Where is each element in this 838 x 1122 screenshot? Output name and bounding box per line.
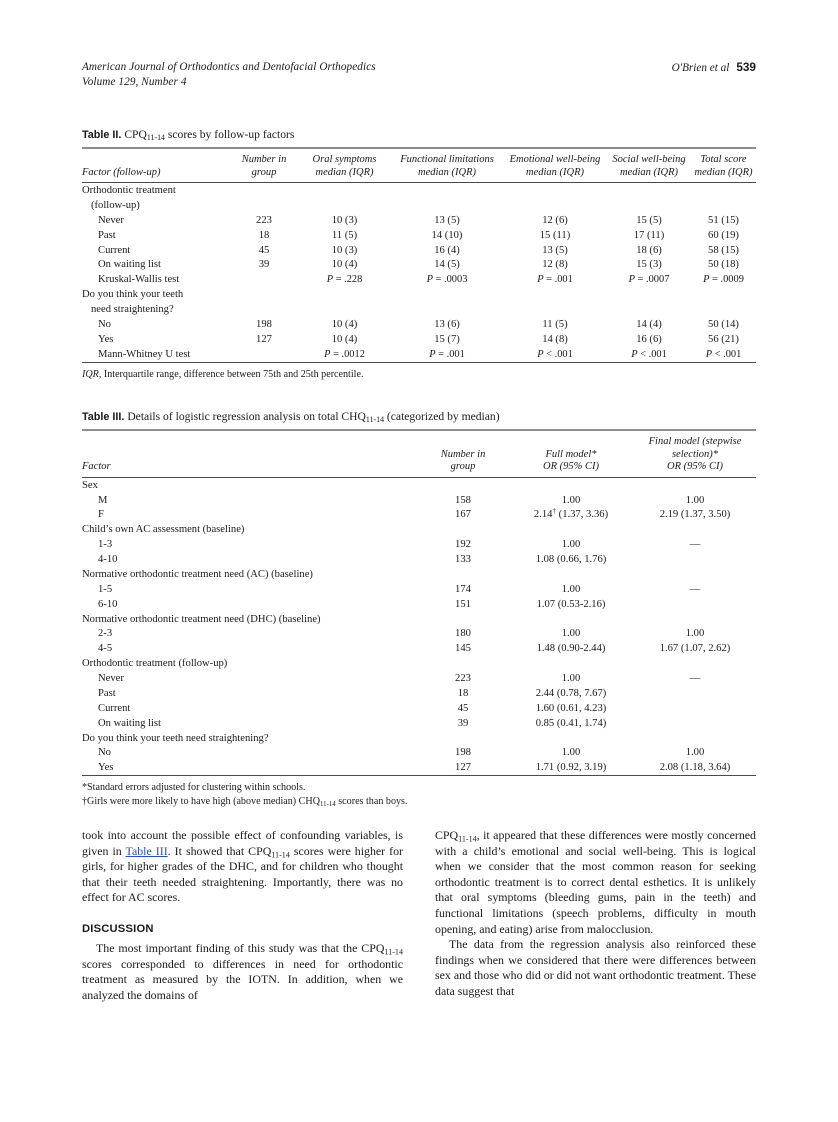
row-label: Mann-Whitney U test	[98, 348, 191, 360]
table-cell	[230, 287, 298, 302]
table-cell	[418, 656, 508, 671]
table-row-group-label	[82, 302, 756, 317]
table-row-group-label	[82, 567, 756, 582]
table-row-statistical-test	[82, 272, 756, 287]
row-label: F	[98, 509, 104, 521]
row-label: M	[98, 494, 108, 506]
table-2-col-header-line1: Emotional well-being	[509, 154, 601, 165]
para-text: took into account the possible effect of confounding variables, is given in	[82, 828, 403, 858]
para-text: , it appeared that these differences were mostly concerned with a child’s emotional and social well-being. This is logical when we consider that the most common reason for seeking orthodontic treatment is to correct dental esthetics. It is unlikely that oral symptoms (bleeding gums, pain in the teeth) and functional limitations (speech problems, difficulty in mouth opening, and eating) arise from malocclusion.	[435, 828, 756, 936]
paragraph-discussion-2: The data from the regression analysis also reinforced these findings when we considered that there were differences between sex and those who did or did not want orthodontic treatment. These data suggest that	[435, 937, 756, 998]
table-row	[82, 671, 756, 686]
table-row	[82, 716, 756, 731]
table-2-col-header	[230, 148, 298, 183]
table-3-col-header-line2: OR (95% CI)	[667, 461, 723, 473]
journal-name: American Journal of Orthodontics and Dentofacial Orthopedics	[82, 61, 376, 73]
table-cell: P = .001	[429, 348, 465, 360]
table-3-footnote-1: *Standard errors adjusted for clustering within schools.	[82, 782, 306, 794]
table-2-col-header	[298, 148, 391, 183]
table-cell	[503, 302, 607, 317]
table-row	[82, 258, 756, 273]
table-row-statistical-test	[82, 347, 756, 362]
para-text: scores corresponded to differences in need for orthodontic treatment as measured by the IOTN. In addition, when we analyzed the domains of	[82, 956, 403, 1002]
row-label: Yes	[98, 333, 114, 345]
table-row	[82, 213, 756, 228]
table-cell: 158	[455, 494, 471, 506]
table-cell: 1.00	[561, 539, 581, 551]
table-cell: 10 (4)	[331, 259, 358, 271]
para-text: . It showed that CPQ	[167, 843, 272, 858]
table-cell: P < .001	[705, 348, 742, 360]
table-cell: 1.67 (1.07, 2.62)	[659, 643, 731, 655]
table-cell	[634, 612, 756, 627]
table-cell	[634, 567, 756, 582]
table-cell: 14 (10)	[431, 229, 463, 241]
body-text	[82, 828, 756, 1003]
table-cell: 45	[258, 244, 270, 256]
table-cell	[634, 656, 756, 671]
table-cell	[508, 567, 634, 582]
row-label: Do you think your teeth need straightening?	[82, 732, 269, 744]
table-cell: 0.85 (0.41, 1.74)	[535, 717, 607, 729]
table-cell	[691, 287, 756, 302]
table-cell: 1.00	[685, 747, 705, 759]
table-cell	[298, 198, 391, 213]
table-3-col-header	[508, 430, 634, 477]
table-cell: 10 (4)	[331, 333, 358, 345]
table-row-group-label	[82, 656, 756, 671]
table-2-head	[82, 148, 756, 183]
table-cell: P < .001	[631, 348, 667, 360]
table-row	[82, 508, 756, 523]
table-cell: 16 (6)	[636, 333, 662, 345]
table-row	[82, 552, 756, 567]
table-cell: 18	[457, 687, 469, 699]
table-cell: 18	[258, 229, 270, 241]
table-3-label: Table III.	[82, 411, 125, 423]
table-cell: 50 (18)	[708, 259, 739, 271]
table-cell	[634, 701, 756, 716]
table-3-footnotes	[82, 776, 756, 808]
table-2-col-header-line2: median (IQR)	[619, 166, 679, 178]
table-cell	[607, 183, 691, 198]
table-2-col-header-line2: median (IQR)	[694, 166, 753, 178]
row-label: 2-3	[98, 628, 113, 640]
body-column-right	[435, 828, 756, 1003]
table-row	[82, 597, 756, 612]
table-cell: 2.19 (1.37, 3.50)	[659, 509, 731, 521]
table-2-col-header	[391, 148, 503, 183]
table-cell: 1.71 (0.92, 3.19)	[535, 762, 607, 774]
table-row	[82, 332, 756, 347]
table-cell: P = .0007	[628, 274, 670, 286]
table-cell	[391, 183, 503, 198]
page-number: 539	[736, 60, 756, 74]
table-row	[82, 582, 756, 597]
table-cell: 1.00	[561, 747, 581, 759]
row-label: 4-5	[98, 643, 113, 655]
table-cell	[691, 198, 756, 213]
table-3-col-header-line2: group	[450, 461, 476, 473]
para-text: CPQ	[435, 828, 459, 842]
table-3-header-row	[82, 430, 756, 477]
table-cell	[230, 302, 298, 317]
table-cell: 145	[455, 643, 471, 655]
table-cell: P = .228	[326, 274, 363, 286]
table-cell: 1.60 (0.61, 4.23)	[535, 702, 607, 714]
table-cell	[418, 567, 508, 582]
row-label: Never	[98, 673, 124, 685]
table-2-col-header	[82, 148, 230, 183]
paragraph-continued-right	[435, 828, 756, 937]
table-2-footnote-term: IQR,	[82, 368, 102, 380]
table-3-col-header-line1: Factor	[82, 461, 111, 473]
table-cell: 1.00	[561, 673, 581, 685]
table-cell	[503, 183, 607, 198]
row-label: Past	[98, 229, 116, 241]
table-cell: 2.14† (1.37, 3.36)	[533, 507, 609, 521]
table-row-group-label	[82, 477, 756, 492]
table-cell	[508, 612, 634, 627]
table-cell: P = .001	[537, 274, 573, 286]
table-cell: 14 (4)	[636, 318, 662, 330]
table-cell	[503, 198, 607, 213]
table-3-col-header-line1: Final model (stepwise selection)*	[648, 436, 742, 460]
table-cell	[508, 522, 634, 537]
table-cell: 2.44 (0.78, 7.67)	[535, 687, 607, 699]
table-cell: 1.07 (0.53-2.16)	[536, 598, 606, 610]
table-cell	[418, 522, 508, 537]
table-cell	[634, 686, 756, 701]
table-3-caption-pre: Details of logistic regression analysis on total CHQ	[127, 410, 366, 423]
table-3-caption	[82, 409, 756, 425]
table-cell: P = .0009	[703, 274, 744, 286]
table-cell	[634, 522, 756, 537]
table-2-caption	[82, 127, 756, 143]
cpq-subscript: 11-14	[271, 849, 290, 859]
table-cell: 39	[457, 717, 469, 729]
row-label: 1-5	[98, 583, 113, 595]
row-label: No	[98, 318, 111, 330]
table-2-col-header-line1: Factor (follow-up)	[82, 166, 161, 178]
section-heading-discussion: DISCUSSION	[82, 922, 154, 935]
author-names: O'Brien et al	[671, 62, 730, 74]
table-cell	[508, 656, 634, 671]
table-cell	[634, 477, 756, 492]
table-cell: 13 (5)	[542, 244, 568, 256]
table-cell: 15 (3)	[636, 259, 662, 271]
table-row-group-label	[82, 183, 756, 198]
table-cell: 1.00	[685, 628, 705, 640]
table-cell: 56 (21)	[708, 333, 739, 345]
table-cell	[418, 612, 508, 627]
row-label: On waiting list	[98, 259, 161, 271]
table-cell: 50 (14)	[708, 318, 739, 330]
table-cell: 174	[455, 583, 471, 595]
table-cell	[607, 302, 691, 317]
row-label: Current	[98, 702, 131, 714]
table-cell: —	[689, 673, 701, 685]
table-row	[82, 243, 756, 258]
table-cell: 223	[256, 214, 272, 226]
row-label: Orthodontic treatment (follow-up)	[82, 658, 228, 670]
table-row	[82, 228, 756, 243]
table-2-footnote-text: Interquartile range, difference between 75th and 25th percentile.	[101, 368, 364, 380]
table-cell: 198	[256, 318, 272, 330]
table-cell: 180	[455, 628, 471, 640]
table-cell: P = .0003	[426, 274, 468, 286]
running-head	[82, 60, 756, 89]
table-row-group-label	[82, 731, 756, 746]
table-3-footnote-2-post: scores than boys.	[335, 795, 408, 807]
table-2-col-header-line1: Social well-being	[612, 154, 686, 165]
table-3-footnote-2-sub: 11-14	[319, 800, 336, 808]
row-label: Normative orthodontic treatment need (AC) (baseline)	[82, 568, 313, 580]
body-column-left	[82, 828, 403, 1003]
table-3-body	[82, 477, 756, 775]
table-cell: 127	[256, 333, 272, 345]
table-3-caption-sub: 11-14	[365, 415, 385, 425]
table-cell: 1.00	[685, 494, 705, 506]
row-label: Never	[98, 214, 124, 226]
table-cell: 151	[455, 598, 471, 610]
table-cell: 45	[457, 702, 469, 714]
table-row	[82, 317, 756, 332]
table-2-col-header	[607, 148, 691, 183]
table-row	[82, 746, 756, 761]
table-2-body	[82, 183, 756, 362]
table-cell	[634, 731, 756, 746]
table-3-col-header-line1: Full model*	[545, 448, 597, 460]
row-label: Past	[98, 687, 116, 699]
table-3-footnote-2	[82, 795, 756, 809]
table-cell	[691, 183, 756, 198]
row-label: Do you think your teeth	[82, 289, 184, 301]
para-text: scores were higher for girls, for higher grades of the DHC, and for children who thought that their teeth needed straightening. Importantly, there was no effect for AC scores.	[82, 843, 404, 905]
table-cell: 2.08 (1.18, 3.64)	[659, 762, 731, 774]
table-cell	[503, 287, 607, 302]
table-3-cross-reference-link[interactable]: Table III	[125, 843, 168, 858]
table-cell: 15 (7)	[434, 333, 460, 345]
table-cell	[418, 731, 508, 746]
row-label: 4-10	[98, 554, 118, 566]
table-cell: 1.08 (0.66, 1.76)	[535, 554, 607, 566]
table-cell: 1.00	[561, 494, 581, 506]
row-label: Current	[98, 244, 131, 256]
table-2-col-header-line1: Total score	[700, 154, 747, 165]
table-cell: 1.00	[561, 628, 581, 640]
row-label: Sex	[82, 479, 98, 491]
table-2-col-header-line1: Functional limitations	[400, 154, 494, 165]
table-2-col-header-line2: median (IQR)	[417, 166, 477, 178]
table-cell: 11 (5)	[542, 318, 568, 330]
table-cell: 17 (11)	[633, 229, 665, 241]
table-cell: 12 (6)	[542, 214, 568, 226]
table-cell: 15 (5)	[636, 214, 662, 226]
table-2-caption-pre: CPQ	[124, 128, 147, 141]
row-label: Normative orthodontic treatment need (DHC) (baseline)	[82, 613, 321, 625]
journal-title-block	[82, 60, 376, 89]
table-cell: 198	[455, 747, 471, 759]
table-cell	[230, 198, 298, 213]
table-2-caption-post: scores by follow-up factors	[164, 128, 295, 141]
para-text: The most important finding of this study was that the CPQ	[96, 940, 385, 955]
table-cell: 60 (19)	[708, 229, 739, 241]
row-label: Orthodontic treatment	[82, 185, 176, 197]
row-label: Yes	[98, 762, 114, 774]
table-cell: 10 (3)	[331, 214, 358, 226]
table-2-col-header-line2: median (IQR)	[315, 166, 374, 178]
table-cell: 12 (8)	[542, 259, 568, 271]
table-row-group-label	[82, 522, 756, 537]
table-cell: 13 (6)	[434, 318, 460, 330]
table-cell	[391, 287, 503, 302]
table-cell: 192	[455, 539, 471, 551]
table-cell	[634, 597, 756, 612]
row-label: No	[98, 747, 111, 759]
table-row	[82, 641, 756, 656]
table-2-footnote	[82, 363, 756, 382]
table-cell: P < .001	[537, 348, 573, 360]
table-cell	[691, 302, 756, 317]
table-2-col-header-line2: median (IQR)	[525, 166, 585, 178]
row-label: Kruskal-Wallis test	[98, 274, 180, 286]
table-cell: 16 (4)	[434, 244, 460, 256]
paragraph-continued	[82, 828, 403, 906]
table-cell: 15 (11)	[539, 229, 571, 241]
table-cell: 58 (15)	[708, 244, 739, 256]
table-cell	[230, 183, 298, 198]
table-cell	[634, 716, 756, 731]
table-row-group-label	[82, 287, 756, 302]
row-label: need straightening?	[91, 304, 174, 316]
table-2-block	[82, 127, 756, 381]
table-cell: 14 (8)	[542, 333, 568, 345]
table-cell: 1.48 (0.90-2.44)	[536, 643, 606, 655]
table-cell	[607, 287, 691, 302]
table-2-col-header	[503, 148, 607, 183]
table-2-header-row	[82, 148, 756, 183]
table-cell	[508, 477, 634, 492]
table-cell	[298, 287, 391, 302]
table-cell: 14 (5)	[434, 259, 460, 271]
table-2-caption-sub: 11-14	[146, 133, 165, 143]
table-row	[82, 701, 756, 716]
table-2-label: Table II.	[82, 129, 122, 141]
table-cell: 133	[455, 554, 471, 566]
row-label: 1-3	[98, 539, 113, 551]
table-row	[82, 493, 756, 508]
table-cell	[607, 198, 691, 213]
running-head-right	[672, 60, 756, 76]
table-cell	[508, 731, 634, 746]
table-cell	[391, 302, 503, 317]
table-3-caption-post: (categorized by median)	[384, 410, 500, 423]
table-cell: —	[689, 539, 701, 551]
table-cell	[230, 272, 298, 287]
table-cell	[634, 552, 756, 567]
table-2-col-header-line1: Number in	[241, 154, 287, 165]
table-3-col-header-line1: Number in	[440, 448, 486, 460]
table-cell: 10 (4)	[331, 318, 358, 330]
row-label: 6-10	[98, 598, 118, 610]
table-3-col-header	[418, 430, 508, 477]
table-row	[82, 760, 756, 775]
table-row-group-label	[82, 198, 756, 213]
table-3-block	[82, 409, 756, 808]
table-3	[82, 429, 756, 775]
table-row	[82, 686, 756, 701]
journal-volume: Volume 129, Number 4	[82, 75, 187, 88]
table-cell	[418, 477, 508, 492]
table-2-col-header-line1: Oral symptoms	[312, 154, 377, 165]
table-cell: 127	[455, 762, 471, 774]
table-cell: 18 (6)	[636, 244, 662, 256]
table-row-group-label	[82, 612, 756, 627]
table-cell: P = .0012	[324, 348, 365, 360]
table-cell: 223	[455, 673, 471, 685]
table-2-col-header-line2: group	[251, 166, 277, 178]
table-cell: —	[689, 583, 701, 595]
table-cell: 11 (5)	[331, 229, 358, 241]
row-label: Child’s own AC assessment (baseline)	[82, 524, 245, 536]
table-row	[82, 627, 756, 642]
table-cell	[298, 302, 391, 317]
table-cell	[230, 347, 298, 362]
table-cell: 1.00	[561, 583, 581, 595]
table-cell: 39	[258, 259, 270, 271]
table-cell: 13 (5)	[434, 214, 460, 226]
table-cell: 51 (15)	[708, 214, 739, 226]
table-3-footnote-2-pre: †Girls were more likely to have high (above median) CHQ	[82, 795, 320, 807]
table-3-col-header	[82, 430, 418, 477]
table-2	[82, 147, 756, 362]
row-label: (follow-up)	[91, 199, 140, 211]
table-cell: 167	[455, 509, 471, 521]
cpq-subscript: 11-14	[458, 834, 477, 844]
row-label: On waiting list	[98, 717, 161, 729]
table-cell: 10 (3)	[331, 244, 358, 256]
table-2-col-header	[691, 148, 756, 183]
table-3-col-header	[634, 430, 756, 477]
paragraph-discussion-1	[82, 941, 403, 1003]
table-3-col-header-line2: OR (95% CI)	[543, 461, 599, 473]
table-cell	[391, 198, 503, 213]
table-cell	[298, 183, 391, 198]
table-row	[82, 537, 756, 552]
cpq-subscript: 11-14	[384, 947, 403, 957]
table-3-head	[82, 430, 756, 477]
